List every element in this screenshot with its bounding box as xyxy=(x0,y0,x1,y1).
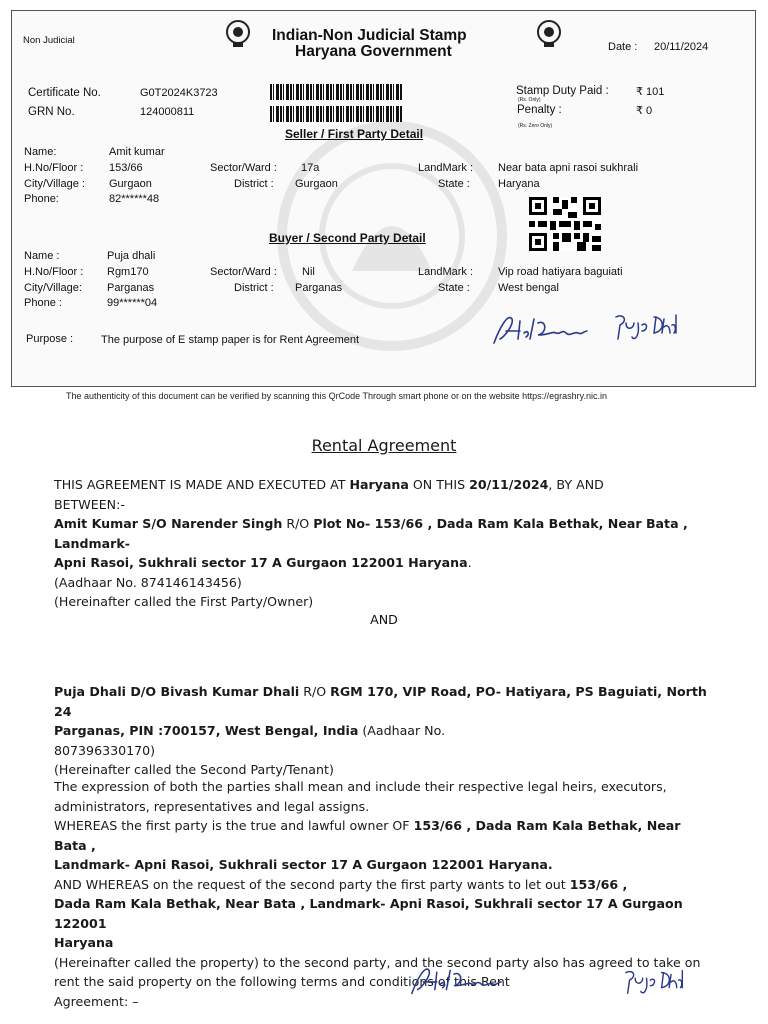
terms-line-7: Haryana xyxy=(54,935,114,950)
stamp-date-value: 20/11/2024 xyxy=(654,41,709,53)
intro-date: 20/11/2024 xyxy=(469,477,549,492)
tenant-called: (Hereinafter called the Second Party/Tenant) xyxy=(54,762,334,777)
grn-value: 124000811 xyxy=(140,106,195,118)
barcode-bottom xyxy=(270,106,402,122)
seller-landmark-label: LandMark : xyxy=(418,162,474,174)
buyer-phone-label: Phone : xyxy=(24,297,62,309)
stamp-duty-value: ₹ 101 xyxy=(636,86,665,98)
stamp-duty-label: Stamp Duty Paid : xyxy=(516,85,609,97)
stamp-duty-note: (Rs. Only) xyxy=(518,97,541,103)
purpose-value: The purpose of E stamp paper is for Rent Agreement xyxy=(101,334,360,346)
seller-city-label: City/Village : xyxy=(24,178,85,190)
owner-signature-bottom xyxy=(408,958,504,1002)
grn-label: GRN No. xyxy=(28,106,75,118)
buyer-phone: 99******04 xyxy=(107,297,158,309)
terms-line-5a: AND WHEREAS on the request of the second party the first party wants to let out xyxy=(54,876,570,892)
verification-footnote: The authenticity of this document can be verified by scanning this QrCode Through smart phone or on the website https://egrashry.nic.in xyxy=(66,391,607,401)
owner-address-2: Apni Rasoi, Sukhrali sector 17 A Gurgaon 122001 Haryana xyxy=(54,555,468,570)
buyer-name: Puja dhali xyxy=(107,250,156,262)
penalty-value: ₹ 0 xyxy=(636,105,653,117)
seller-city: Gurgaon xyxy=(109,178,152,190)
buyer-hno-label: H.No/Floor : xyxy=(24,266,84,278)
emblem-left-icon xyxy=(225,18,251,48)
penalty-label: Penalty : xyxy=(517,104,562,116)
seller-sector-label: Sector/Ward : xyxy=(210,162,277,174)
seller-phone: 82******48 xyxy=(109,193,160,205)
buyer-name-label: Name : xyxy=(24,250,60,262)
barcode-top xyxy=(270,84,402,100)
tenant-ro: R/O xyxy=(299,684,331,699)
terms-line-3b: 153/66 , Dada Ram Kala Bethak, Near Bata , xyxy=(54,818,681,853)
tenant-paragraph xyxy=(54,682,714,780)
seller-hno-label: H.No/Floor : xyxy=(24,162,84,174)
seller-state-label: State : xyxy=(438,178,470,190)
owner-name: Amit Kumar S/O Narender Singh xyxy=(54,516,283,531)
seller-heading: Seller / First Party Detail xyxy=(285,127,424,141)
intro-place: Haryana xyxy=(349,477,409,492)
buyer-hno: Rgm170 xyxy=(107,266,149,278)
intro-text-c: ON THIS xyxy=(408,477,470,492)
owner-ro: R/O xyxy=(282,516,314,531)
seller-district-label: District : xyxy=(234,178,274,190)
seller-phone-label: Phone: xyxy=(24,193,59,205)
terms-line-4: Landmark- Apni Rasoi, Sukhrali sector 17 A Gurgaon 122001 Haryana. xyxy=(54,857,553,872)
seller-hno: 153/66 xyxy=(109,162,143,174)
tenant-aadhaar-a: (Aadhaar No. xyxy=(358,723,446,738)
and-separator: AND xyxy=(370,612,398,627)
owner-address-dot: . xyxy=(467,555,472,570)
buyer-state: West bengal xyxy=(498,282,559,294)
certificate-label: Certificate No. xyxy=(28,87,101,99)
owner-signature-stamp xyxy=(490,309,590,349)
terms-line-2: administrators, representatives and legal assigns. xyxy=(54,798,370,814)
terms-line-1: The expression of both the parties shall mean and include their respective legal heirs, executors, xyxy=(54,779,667,794)
seller-district: Gurgaon xyxy=(295,178,338,190)
tenant-aadhaar-b: 807396330170) xyxy=(54,742,156,758)
intro-paragraph xyxy=(54,475,714,612)
seller-state: Haryana xyxy=(498,178,540,190)
terms-paragraph xyxy=(54,777,714,1011)
buyer-district-label: District : xyxy=(234,282,274,294)
buyer-sector: Nil xyxy=(302,266,315,278)
terms-line-5b: 153/66 , xyxy=(569,876,628,892)
intro-text-e: , BY AND xyxy=(548,477,604,492)
seller-sector: 17a xyxy=(301,162,320,174)
buyer-landmark-label: LandMark : xyxy=(418,266,474,278)
buyer-district: Parganas xyxy=(295,282,343,294)
buyer-landmark: Vip road hatiyara baguiati xyxy=(498,266,623,278)
emblem-right-icon xyxy=(536,18,562,48)
terms-line-8: (Hereinafter called the property) to the second party, and the second party also has agreed to take on xyxy=(54,954,701,970)
stamp-subtitle: Haryana Government xyxy=(295,43,452,60)
buyer-sector-label: Sector/Ward : xyxy=(210,266,277,278)
stamp-title: Indian-Non Judicial Stamp xyxy=(272,27,467,44)
intro-between: BETWEEN:- xyxy=(54,496,125,512)
certificate-value: G0T2024K3723 xyxy=(140,87,218,99)
e-stamp-paper xyxy=(11,10,756,387)
tenant-signature-bottom xyxy=(622,966,688,998)
terms-line-9: rent the said property on the following terms and conditions of this Rent xyxy=(54,974,510,989)
terms-line-3a: WHEREAS the first party is the true and lawful owner OF xyxy=(54,818,414,833)
tenant-name: Puja Dhali D/O Bivash Kumar Dhali xyxy=(54,684,300,699)
owner-called: (Hereinafter called the First Party/Owner) xyxy=(54,594,314,609)
tenant-address-1: RGM 170, VIP Road, PO- Hatiyara, PS Baguiati, North 24 xyxy=(54,684,707,719)
buyer-city-label: City/Village: xyxy=(24,282,82,294)
buyer-city: Parganas xyxy=(107,282,155,294)
seller-name: Amit kumar xyxy=(109,146,165,158)
tenant-signature-stamp xyxy=(612,311,682,343)
owner-address-1: Plot No- 153/66 , Dada Ram Kala Bethak, Near Bata , Landmark- xyxy=(54,516,688,551)
seller-name-label: Name: xyxy=(24,146,57,158)
buyer-heading: Buyer / Second Party Detail xyxy=(269,231,426,245)
intro-text-a: THIS AGREEMENT IS MADE AND EXECUTED AT xyxy=(54,477,350,492)
seller-landmark: Near bata apni rasoi sukhrali xyxy=(498,162,639,174)
buyer-state-label: State : xyxy=(438,282,470,294)
terms-line-6: Dada Ram Kala Bethak, Near Bata , Landmark- Apni Rasoi, Sukhrali sector 17 A Gurgaon 122001 xyxy=(54,896,683,931)
terms-line-10: Agreement: – xyxy=(54,993,139,1009)
purpose-label: Purpose : xyxy=(26,333,74,345)
non-judicial-label: Non Judicial xyxy=(23,35,75,46)
qr-code-icon xyxy=(529,197,601,251)
tenant-address-2: Parganas, PIN :700157, West Bengal, India xyxy=(54,723,359,738)
agreement-title: Rental Agreement xyxy=(311,436,457,455)
owner-aadhaar: (Aadhaar No. 874146143456) xyxy=(54,574,242,590)
stamp-date-label: Date : xyxy=(608,41,638,53)
penalty-note: (Rs. Zero Only) xyxy=(518,123,553,129)
